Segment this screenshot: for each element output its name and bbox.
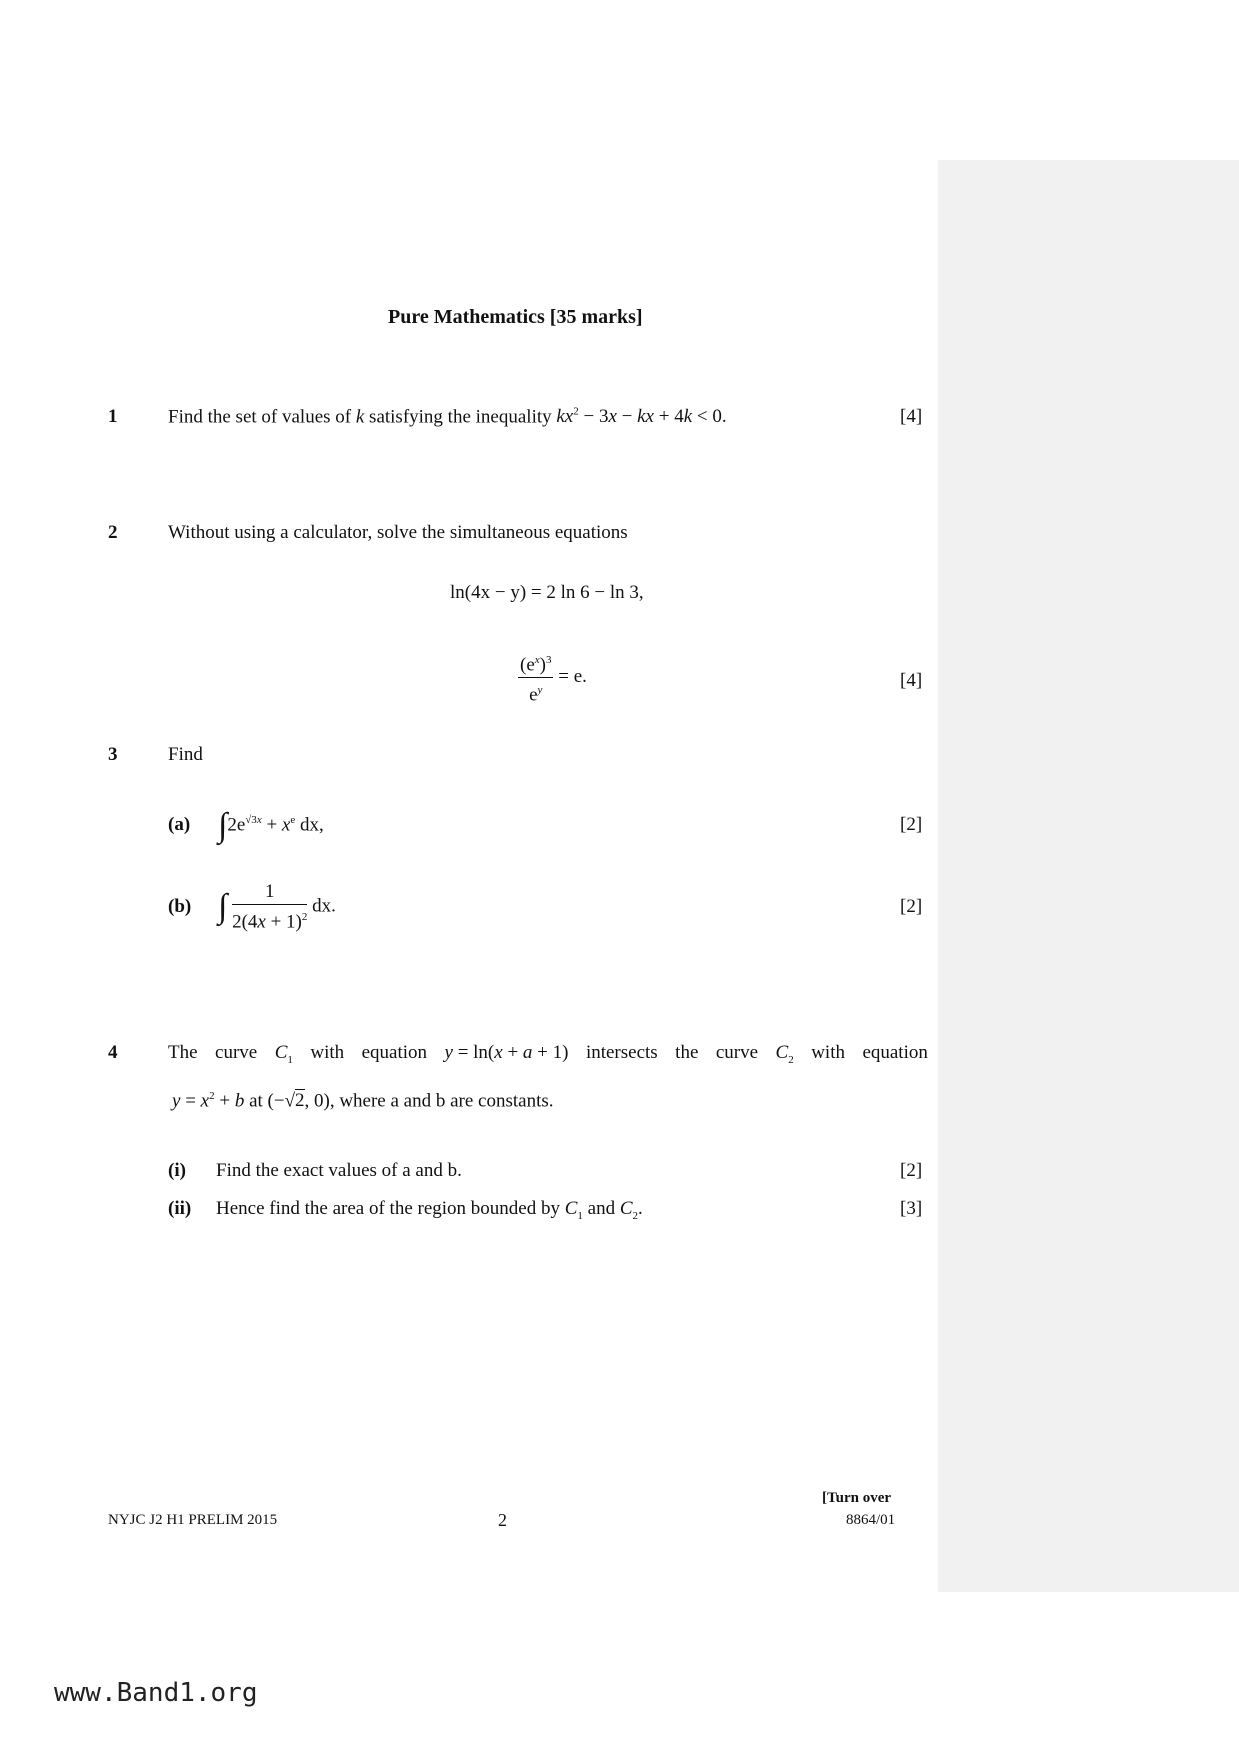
q1-inequality: $kx^2 - 3x$ − kx + 4k < 0. [556,406,727,428]
q4-word: with [811,1042,845,1063]
question-3-number: 3 [108,744,118,765]
question-3a-label: (a) [168,814,191,835]
q3b-tail: dx. [312,895,336,917]
footer-turn-over: [Turn over [822,1490,892,1506]
q4ii-text: Hence find the area of the region bounded by [216,1198,560,1219]
section-title: Pure Mathematics [35 marks] [388,306,643,328]
question-4ii-text-line: Hence find the area of the region bounded by $C_1$ and $C_2$. [216,1198,643,1222]
q3b-numerator: 1 [232,880,307,905]
watermark-url: www.Band1.org [54,1678,258,1708]
question-2-marks: [4] [900,670,923,691]
question-4ii-label: (ii) [168,1198,192,1219]
q1-text-pre: Find the set of values of [168,406,356,428]
question-3b-label: (b) [168,896,192,917]
question-1-number: 1 [108,406,118,427]
question-2-text: Without using a calculator, solve the simultaneous equations [168,522,628,543]
question-4-line-1 [168,1042,928,1066]
q3b-fraction: $\frac{1}{2(4x + 1)^2}$ [232,881,308,933]
question-2-equation-1: ln(4x − y) = 2 ln 6 − ln 3, [450,582,644,603]
side-panel [938,160,1239,1592]
integral-sign: ∫ [218,806,228,844]
q4-curve-c1: $C_1$ [274,1042,293,1066]
footer-paper-code: 8864/01 [846,1512,896,1528]
question-4ii-marks: [3] [900,1198,923,1219]
q4-word: intersects [585,1042,658,1063]
q2-eq2-rhs: = e. [558,666,587,688]
q4-word: the [675,1042,699,1063]
q4-word: curve [715,1042,759,1063]
q4-line2-tail: , where a and b are constants. [329,1090,554,1112]
question-2-equation-2 [518,648,587,708]
q4-word: equation [361,1042,428,1063]
footer-exam-name: NYJC J2 H1 PRELIM 2015 [108,1512,278,1528]
q1-var: k [355,406,365,428]
q4-word: The [168,1042,198,1063]
question-3b-marks: [2] [900,896,923,917]
question-4-line-2: $y = x^2 + b$ at (−√2, 0), where a and b are constants. [172,1090,554,1112]
q4-word: equation [862,1042,928,1063]
question-1-marks: [4] [900,406,923,427]
integral-sign: ∫ [218,888,228,926]
q2-fraction: $\frac{(e^x)^3}{e^y}$ [518,648,553,708]
page-number: 2 [498,1510,507,1530]
question-3a-marks: [2] [900,814,923,835]
q4-curve-c2: $C_2$ [775,1042,794,1066]
question-3-text: Find [168,744,203,765]
question-1-text [168,406,727,428]
q4-equation-c1: y = ln(x + a + 1) [444,1042,569,1063]
question-3a-expression: $\int 2e^{√3x} + x^e$ dx, [218,806,324,844]
q4-word: with [310,1042,345,1063]
question-4i-marks: [2] [900,1160,923,1181]
question-3b-expression [218,880,336,934]
question-4-number: 4 [108,1042,118,1063]
question-2-number: 2 [108,522,118,543]
question-4i-text: Find the exact values of a and b. [216,1160,462,1181]
q4-word: curve [215,1042,258,1063]
q1-text-mid: satisfying the inequality [364,406,557,428]
q3a-tail: dx, [300,814,324,836]
question-4i-label: (i) [168,1160,186,1181]
